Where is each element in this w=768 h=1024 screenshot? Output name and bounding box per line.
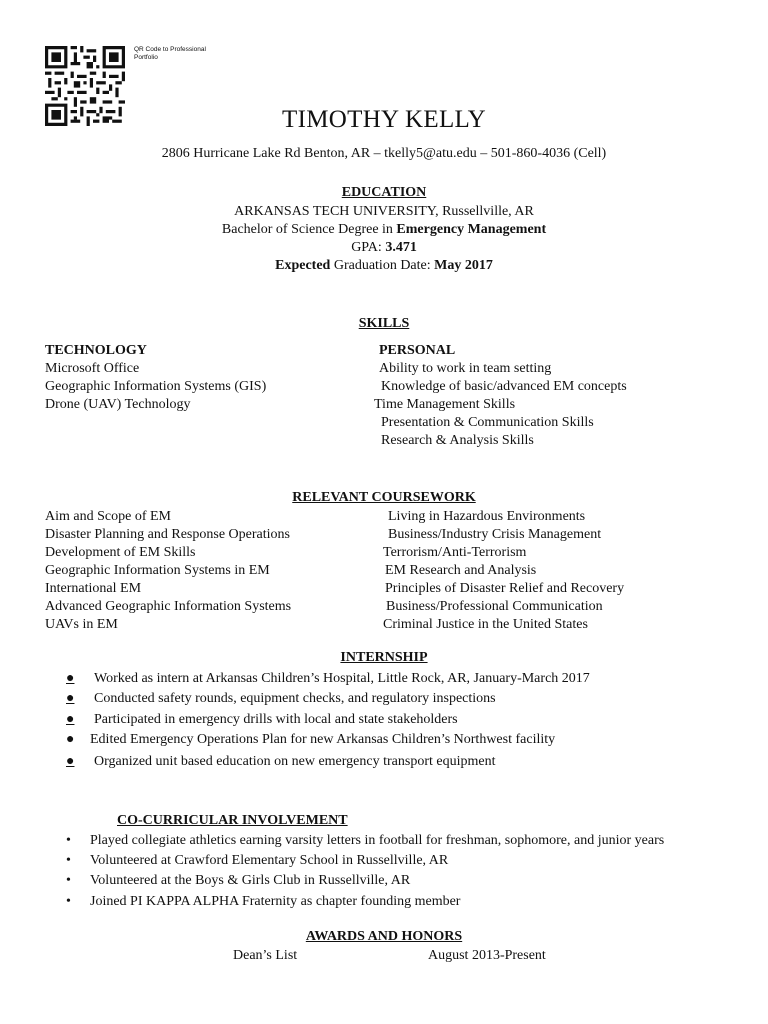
- qr-caption: [134, 46, 206, 62]
- internship-text: Edited Emergency Operations Plan for new Arkansas Children’s Northwest facility: [90, 732, 556, 747]
- course-item: Advanced Geographic Information Systems: [45, 599, 292, 614]
- internship-text: Participated in emergency drills with local and state stakeholders: [94, 712, 458, 727]
- coursework-heading: RELEVANT COURSEWORK: [292, 490, 476, 505]
- candidate-name: TIMOTHY KELLY: [282, 106, 486, 133]
- technology-heading: TECHNOLOGY: [45, 343, 147, 358]
- personal-skill: Ability to work in team setting: [379, 361, 552, 376]
- personal-skill: Time Management Skills: [374, 397, 516, 412]
- bullet-icon: •: [66, 873, 71, 888]
- internship-heading: INTERNSHIP: [340, 650, 428, 665]
- award-date: August 2013-Present: [428, 948, 546, 963]
- award-name: Dean’s List: [233, 948, 298, 963]
- bullet-icon: •: [66, 833, 71, 848]
- internship-item: [66, 670, 590, 688]
- personal-heading: PERSONAL: [379, 343, 456, 358]
- personal-skill: Knowledge of basic/advanced EM concepts: [381, 379, 627, 394]
- contact-line: 2806 Hurricane Lake Rd Benton, AR – tkelly5@atu.edu – 501-860-4036 (Cell): [161, 146, 607, 161]
- bullet-icon: •: [66, 853, 71, 868]
- qr-caption-line: QR Code to Professional: [134, 46, 206, 53]
- course-item: UAVs in EM: [45, 617, 118, 632]
- cocurricular-item: [66, 852, 448, 870]
- bullet-icon: ●: [66, 732, 75, 747]
- technology-skill: Drone (UAV) Technology: [45, 397, 191, 412]
- course-item: Criminal Justice in the United States: [383, 617, 588, 632]
- cocurricular-text: Volunteered at Crawford Elementary School in Russellville, AR: [90, 853, 449, 868]
- personal-skill: Research & Analysis Skills: [381, 433, 534, 448]
- cocurricular-item: [66, 872, 410, 890]
- degree-major: Emergency Management: [396, 222, 547, 237]
- bullet-icon: ●: [66, 712, 75, 727]
- gpa-label: GPA:: [351, 240, 386, 255]
- grad-value: May 2017: [434, 258, 493, 273]
- gpa-value: 3.471: [385, 240, 417, 255]
- course-item: Business/Industry Crisis Management: [388, 527, 602, 542]
- education-gpa: [0, 239, 768, 257]
- course-item: International EM: [45, 581, 142, 596]
- education-graduation: [0, 257, 768, 275]
- cocurricular-item: [66, 832, 664, 850]
- bullet-icon: ●: [66, 754, 75, 769]
- cocurricular-heading: CO-CURRICULAR INVOLVEMENT: [117, 813, 348, 828]
- grad-label: Graduation Date:: [330, 258, 435, 273]
- technology-skill: Geographic Information Systems (GIS): [45, 379, 267, 394]
- personal-skill: Presentation & Communication Skills: [381, 415, 594, 430]
- education-heading: EDUCATION: [341, 185, 427, 200]
- education-degree: [0, 221, 768, 239]
- cocurricular-text: Joined PI KAPPA ALPHA Fraternity as chapter founding member: [90, 894, 461, 909]
- education-school: ARKANSAS TECH UNIVERSITY, Russellville, AR: [234, 204, 534, 219]
- course-item: Living in Hazardous Environments: [388, 509, 586, 524]
- internship-text: Conducted safety rounds, equipment checks, and regulatory inspections: [94, 691, 496, 706]
- internship-text: Organized unit based education on new emergency transport equipment: [94, 754, 496, 769]
- course-item: Development of EM Skills: [45, 545, 196, 560]
- cocurricular-item: [66, 893, 460, 911]
- course-item: Geographic Information Systems in EM: [45, 563, 270, 578]
- course-item: Aim and Scope of EM: [45, 509, 171, 524]
- awards-heading: AWARDS AND HONORS: [305, 929, 463, 944]
- internship-item: [66, 690, 496, 708]
- cocurricular-text: Volunteered at the Boys & Girls Club in Russellville, AR: [90, 873, 411, 888]
- technology-skill: Microsoft Office: [45, 361, 140, 376]
- bullet-icon: ●: [66, 671, 75, 686]
- course-item: Business/Professional Communication: [386, 599, 603, 614]
- course-item: Principles of Disaster Relief and Recovery: [385, 581, 625, 596]
- bullet-icon: ●: [66, 691, 75, 706]
- grad-prefix: Expected: [275, 258, 331, 273]
- course-item: Terrorism/Anti-Terrorism: [383, 545, 527, 560]
- internship-item: [66, 753, 495, 771]
- internship-text: Worked as intern at Arkansas Children’s Hospital, Little Rock, AR, January-March 2017: [94, 671, 590, 686]
- internship-item: [66, 731, 555, 749]
- bullet-icon: •: [66, 894, 71, 909]
- cocurricular-text: Played collegiate athletics earning varsity letters in football for freshman, sophomore, and junior years: [90, 833, 665, 848]
- internship-item: [66, 711, 458, 729]
- course-item: EM Research and Analysis: [385, 563, 537, 578]
- skills-heading: SKILLS: [358, 316, 410, 331]
- degree-prefix: Bachelor of Science Degree in: [221, 222, 397, 237]
- qr-caption-line: Portfolio: [134, 54, 158, 61]
- course-item: Disaster Planning and Response Operations: [45, 527, 290, 542]
